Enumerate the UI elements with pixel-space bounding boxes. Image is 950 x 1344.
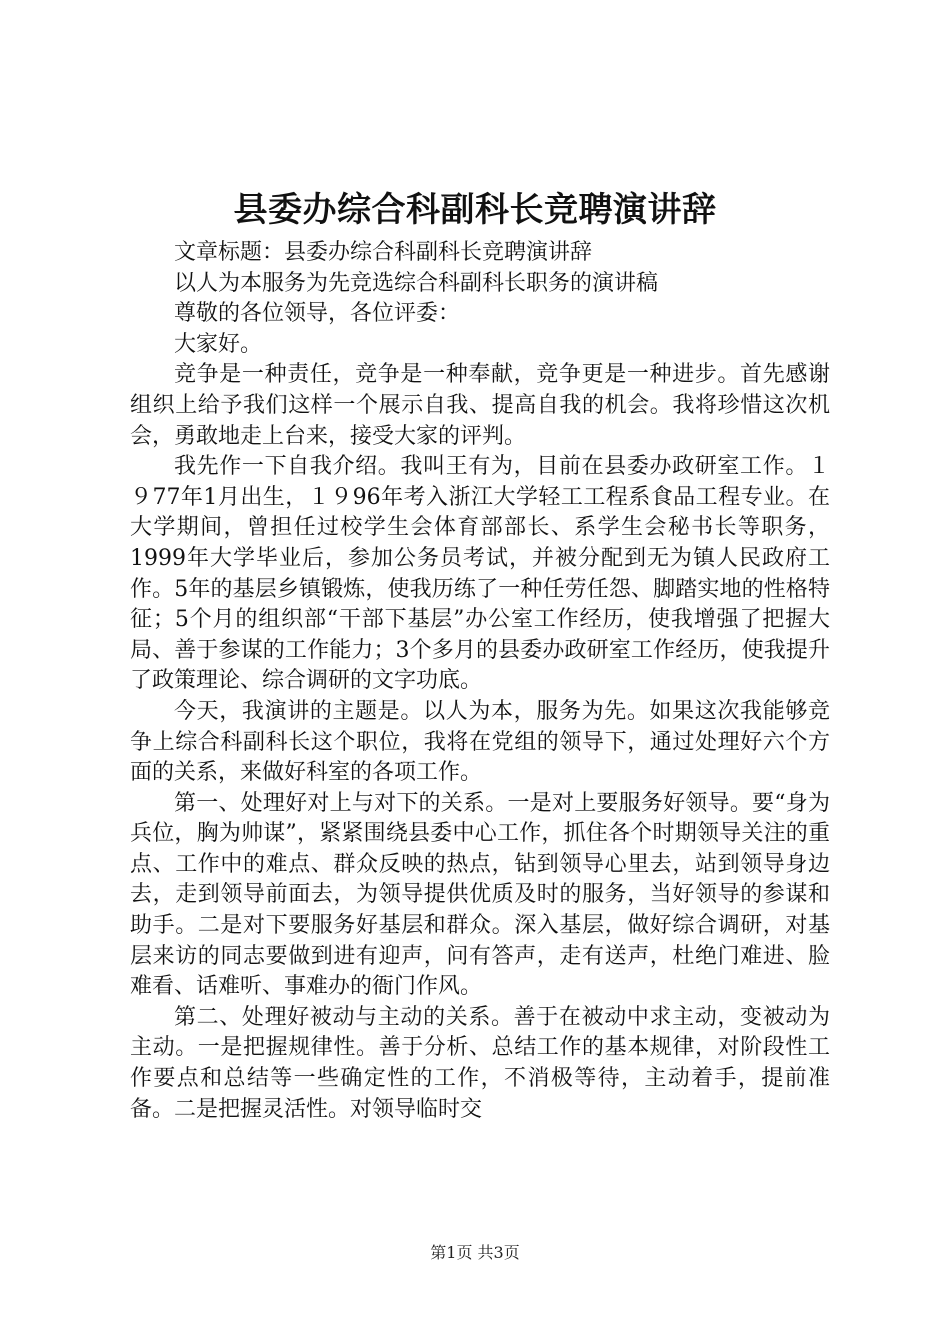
paragraph-article-title: 文章标题：县委办综合科副科长竞聘演讲辞 xyxy=(174,240,593,265)
document-body xyxy=(130,238,830,1125)
paragraph-opening: 竞争是一种责任，竞争是一种奉献，竞争更是一种进步。首先感谢组织上给予我们这样一个展示自我、提高自我的机会。我将珍惜这次机会，勇敢地走上台来，接受大家的评判。 xyxy=(130,362,830,449)
document-title: 县委办综合科副科长竞聘演讲辞 xyxy=(233,190,717,230)
paragraph-point-one: 第一、处理好对上与对下的关系。一是对上要服务好领导。要“身为兵位，胸为帅谋”，紧紧围绕县委中心工作，抓住各个时期领导关注的重点、工作中的难点、群众反映的热点，钻到领导心里去，站到领导身边去，走到领导前面去，为领导提供优质及时的服务，当好领导的参谋和助手。二是对下要服务好基层和群众。深入基层，做好综合调研，对基层来访的同志要做到进有迎声，问有答声，走有送声，杜绝门难进、脸难看、话难听、事难办的衙门作风。 xyxy=(130,790,830,1000)
paragraph-theme: 今天，我演讲的主题是。以人为本，服务为先。如果这次我能够竞争上综合科副科长这个职位，我将在党组的领导下，通过处理好六个方面的关系，来做好科室的各项工作。 xyxy=(130,698,830,786)
paragraph-point-two: 第二、处理好被动与主动的关系。善于在被动中求主动，变被动为主动。一是把握规律性。善于分析、总结工作的基本规律，对阶段性工作要点和总结等一些确定性的工作，不消极等待，主动着手，提前准备。二是把握灵活性。对领导临时交 xyxy=(130,1004,830,1122)
page-number-footer: 第1页 共3页 xyxy=(430,1243,520,1262)
paragraph-greeting: 大家好。 xyxy=(174,331,263,357)
paragraph-subtitle: 以人为本服务为先竞选综合科副科长职务的演讲稿 xyxy=(174,270,659,296)
paragraph-salutation: 尊敬的各位领导，各位评委： xyxy=(174,301,461,327)
paragraph-self-introduction: 我先作一下自我介绍。我叫王有为，目前在县委办政研室工作。１９77年1月出生，１９96年考入浙江大学轻工工程系食品工程专业。在大学期间，曾担任过校学生会体育部部长、系学生会秘书长等职务，1999年大学毕业后，参加公务员考试，并被分配到无为镇人民政府工作。5年的基层乡镇锻炼，使我历练了一种任劳任怨、脚踏实地的性格特征；5个月的组织部“干部下基层”办公室工作经历，使我增强了把握大局、善于参谋的工作能力；3个多月的县委办政研室工作经历，使我提升了政策理论、综合调研的文字功底。 xyxy=(130,454,830,694)
